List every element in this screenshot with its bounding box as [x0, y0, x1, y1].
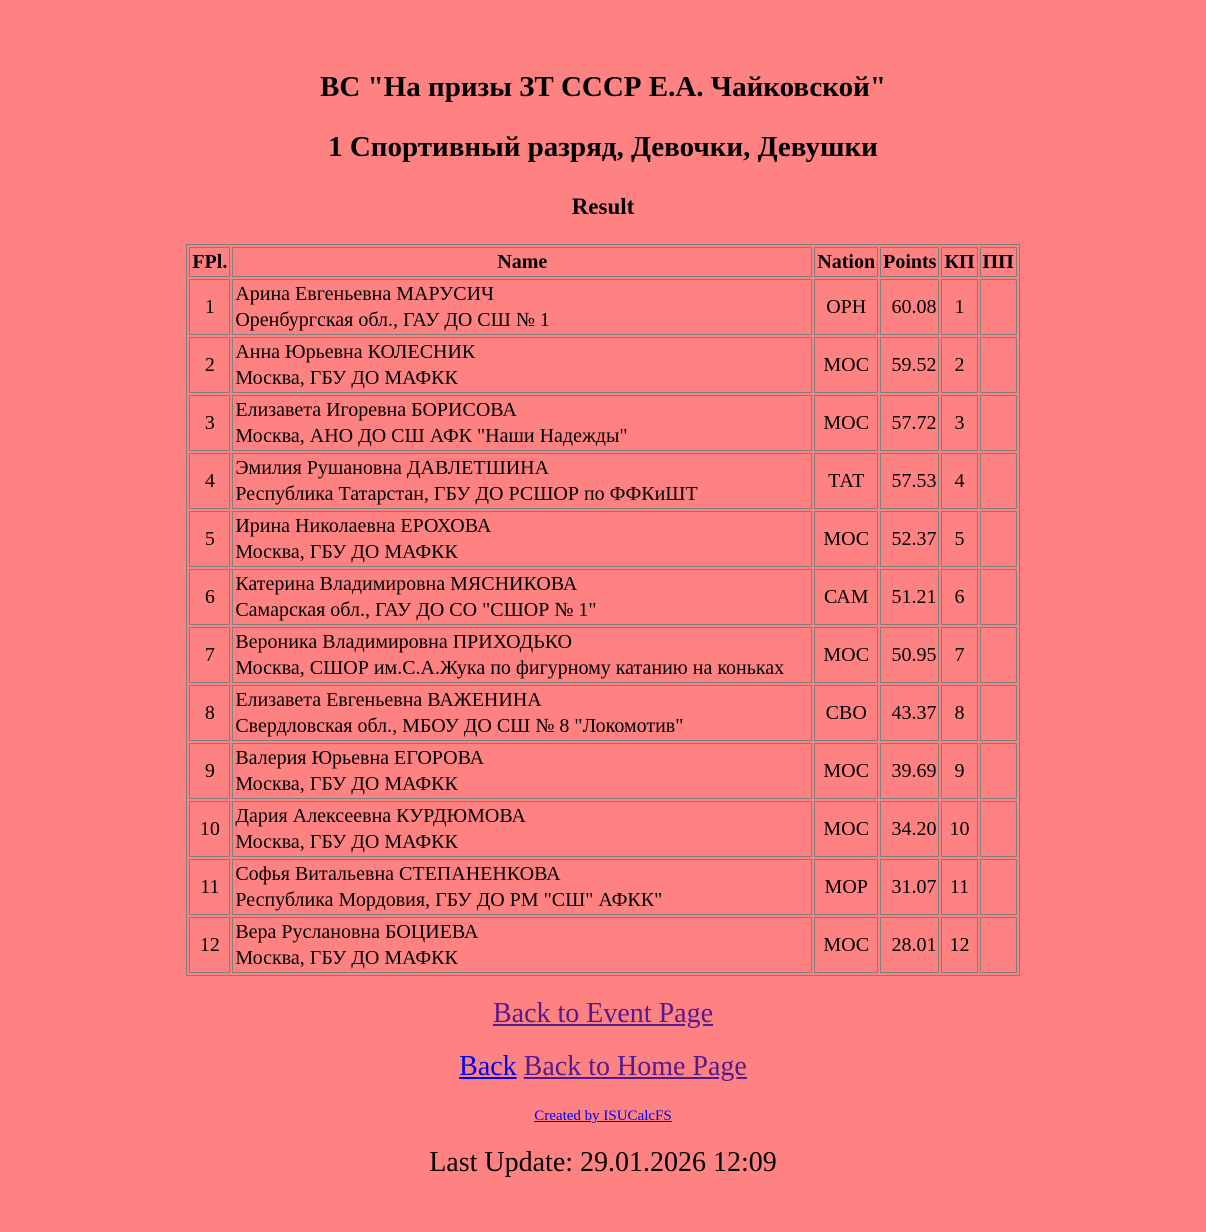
results-body: [189, 279, 1016, 973]
pp-cell: [980, 685, 1017, 741]
skater-name: Валерия Юрьевна ЕГОРОВА: [235, 747, 485, 769]
kp-cell: 2: [941, 337, 977, 393]
pp-cell: [980, 569, 1017, 625]
skater-name: Елизавета Евгеньевна ВАЖЕНИНА: [235, 689, 542, 711]
skater-club: Свердловская обл., МБОУ ДО СШ № 8 "Локомотив": [235, 715, 684, 737]
pp-cell: [980, 627, 1017, 683]
skater-club: Москва, ГБУ ДО МАФКК: [235, 367, 458, 389]
column-header-points: Points: [880, 247, 939, 277]
pp-cell: [980, 859, 1017, 915]
place-cell: 4: [189, 453, 230, 509]
place-cell: 3: [189, 395, 230, 451]
home-link-row: [0, 1049, 1206, 1085]
result-title: Result: [571, 194, 635, 219]
nation-cell: МОС: [814, 801, 878, 857]
place-cell: 7: [189, 627, 230, 683]
nation-cell: ТАТ: [814, 453, 878, 509]
name-cell: [232, 569, 812, 625]
name-cell: [232, 627, 812, 683]
table-row: [189, 453, 1016, 509]
place-cell: 11: [189, 859, 230, 915]
kp-cell: 4: [941, 453, 977, 509]
skater-club: Москва, ГБУ ДО МАФКК: [235, 947, 458, 969]
skater-name: Дария Алексеевна КУРДЮМОВА: [235, 805, 526, 827]
place-cell: 12: [189, 917, 230, 973]
results-table: [186, 244, 1019, 976]
column-header-kp: КП: [941, 247, 977, 277]
nation-cell: МОС: [814, 395, 878, 451]
place-cell: 6: [189, 569, 230, 625]
skater-name: Вероника Владимировна ПРИХОДЬКО: [235, 631, 572, 653]
points-cell: 60.08: [880, 279, 939, 335]
table-row: [189, 685, 1016, 741]
created-by: [0, 1107, 1206, 1125]
skater-name: Анна Юрьевна КОЛЕСНИК: [235, 341, 476, 363]
points-cell: 51.21: [880, 569, 939, 625]
name-cell: [232, 685, 812, 741]
name-cell: [232, 801, 812, 857]
kp-cell: 5: [941, 511, 977, 567]
pp-cell: [980, 917, 1017, 973]
skater-name: Катерина Владимировна МЯСНИКОВА: [235, 573, 578, 595]
table-row: [189, 801, 1016, 857]
skater-club: Самарская обл., ГАУ ДО СО "СШОР № 1": [235, 599, 597, 621]
skater-name: Вера Руслановна БОЦИЕВА: [235, 921, 479, 943]
name-cell: [232, 859, 812, 915]
back-link[interactable]: Back: [459, 1051, 517, 1082]
pp-cell: [980, 337, 1017, 393]
back-to-event-link[interactable]: Back to Event Page: [492, 998, 714, 1029]
skater-club: Москва, ГБУ ДО МАФКК: [235, 541, 458, 563]
created-by-link[interactable]: Created by ISUCalcFS: [534, 1108, 672, 1124]
nation-cell: САМ: [814, 569, 878, 625]
nation-cell: МОС: [814, 743, 878, 799]
points-cell: 31.07: [880, 859, 939, 915]
column-header-nation: Nation: [814, 247, 878, 277]
kp-cell: 9: [941, 743, 977, 799]
name-cell: [232, 917, 812, 973]
place-cell: 8: [189, 685, 230, 741]
name-cell: [232, 395, 812, 451]
kp-cell: 10: [941, 801, 977, 857]
table-row: [189, 627, 1016, 683]
kp-cell: 11: [941, 859, 977, 915]
skater-club: Республика Мордовия, ГБУ ДО РМ "СШ" АФКК": [235, 889, 663, 911]
name-cell: [232, 511, 812, 567]
points-cell: 59.52: [880, 337, 939, 393]
pp-cell: [980, 453, 1017, 509]
points-cell: 28.01: [880, 917, 939, 973]
skater-club: Оренбургская обл., ГАУ ДО СШ № 1: [235, 309, 550, 331]
skater-name: Эмилия Рушановна ДАВЛЕТШИНА: [235, 457, 550, 479]
points-cell: 39.69: [880, 743, 939, 799]
nation-cell: СВО: [814, 685, 878, 741]
table-row: [189, 511, 1016, 567]
nation-cell: МОС: [814, 337, 878, 393]
points-cell: 57.53: [880, 453, 939, 509]
place-cell: 5: [189, 511, 230, 567]
table-header-row: [189, 247, 1016, 277]
name-cell: [232, 453, 812, 509]
kp-cell: 1: [941, 279, 977, 335]
skater-name: Софья Витальевна СТЕПАНЕНКОВА: [235, 863, 561, 885]
back-to-home-link[interactable]: Back to Home Page: [523, 1051, 747, 1082]
name-cell: [232, 743, 812, 799]
table-row: [189, 859, 1016, 915]
nation-cell: ОРН: [814, 279, 878, 335]
pp-cell: [980, 395, 1017, 451]
skater-club: Москва, ГБУ ДО МАФКК: [235, 831, 458, 853]
points-cell: 50.95: [880, 627, 939, 683]
pp-cell: [980, 279, 1017, 335]
skater-club: Республика Татарстан, ГБУ ДО РСШОР по ФФКиШТ: [235, 483, 698, 505]
skater-name: Арина Евгеньевна МАРУСИЧ: [235, 283, 495, 305]
pp-cell: [980, 743, 1017, 799]
name-cell: [232, 279, 812, 335]
skater-club: Москва, ГБУ ДО МАФКК: [235, 773, 458, 795]
kp-cell: 3: [941, 395, 977, 451]
kp-cell: 12: [941, 917, 977, 973]
nation-cell: МОР: [814, 859, 878, 915]
nation-cell: МОС: [814, 627, 878, 683]
table-row: [189, 917, 1016, 973]
navigation-links: [0, 996, 1206, 1085]
column-header-name: Name: [232, 247, 812, 277]
points-cell: 57.72: [880, 395, 939, 451]
event-title: ВС "На призы ЗТ СССР Е.А. Чайковской": [320, 71, 886, 103]
place-cell: 2: [189, 337, 230, 393]
kp-cell: 6: [941, 569, 977, 625]
points-cell: 52.37: [880, 511, 939, 567]
table-row: [189, 279, 1016, 335]
points-cell: 43.37: [880, 685, 939, 741]
place-cell: 10: [189, 801, 230, 857]
skater-name: Елизавета Игоревна БОРИСОВА: [235, 399, 517, 421]
event-link-row: [0, 996, 1206, 1032]
table-row: [189, 395, 1016, 451]
table-row: [189, 743, 1016, 799]
column-header-place: FPl.: [189, 247, 230, 277]
skater-club: Москва, СШОР им.С.А.Жука по фигурному катанию на коньках: [235, 657, 785, 679]
points-cell: 34.20: [880, 801, 939, 857]
pp-cell: [980, 511, 1017, 567]
kp-cell: 8: [941, 685, 977, 741]
table-row: [189, 569, 1016, 625]
place-cell: 9: [189, 743, 230, 799]
last-update: Last Update: 29.01.2026 12:09: [429, 1147, 777, 1178]
nation-cell: МОС: [814, 917, 878, 973]
skater-name: Ирина Николаевна ЕРОХОВА: [235, 515, 492, 537]
place-cell: 1: [189, 279, 230, 335]
name-cell: [232, 337, 812, 393]
skater-club: Москва, АНО ДО СШ АФК "Наши Надежды": [235, 425, 628, 447]
nation-cell: МОС: [814, 511, 878, 567]
pp-cell: [980, 801, 1017, 857]
column-header-pp: ПП: [980, 247, 1017, 277]
category-title: 1 Спортивный разряд, Девочки, Девушки: [328, 131, 878, 163]
kp-cell: 7: [941, 627, 977, 683]
table-row: [189, 337, 1016, 393]
